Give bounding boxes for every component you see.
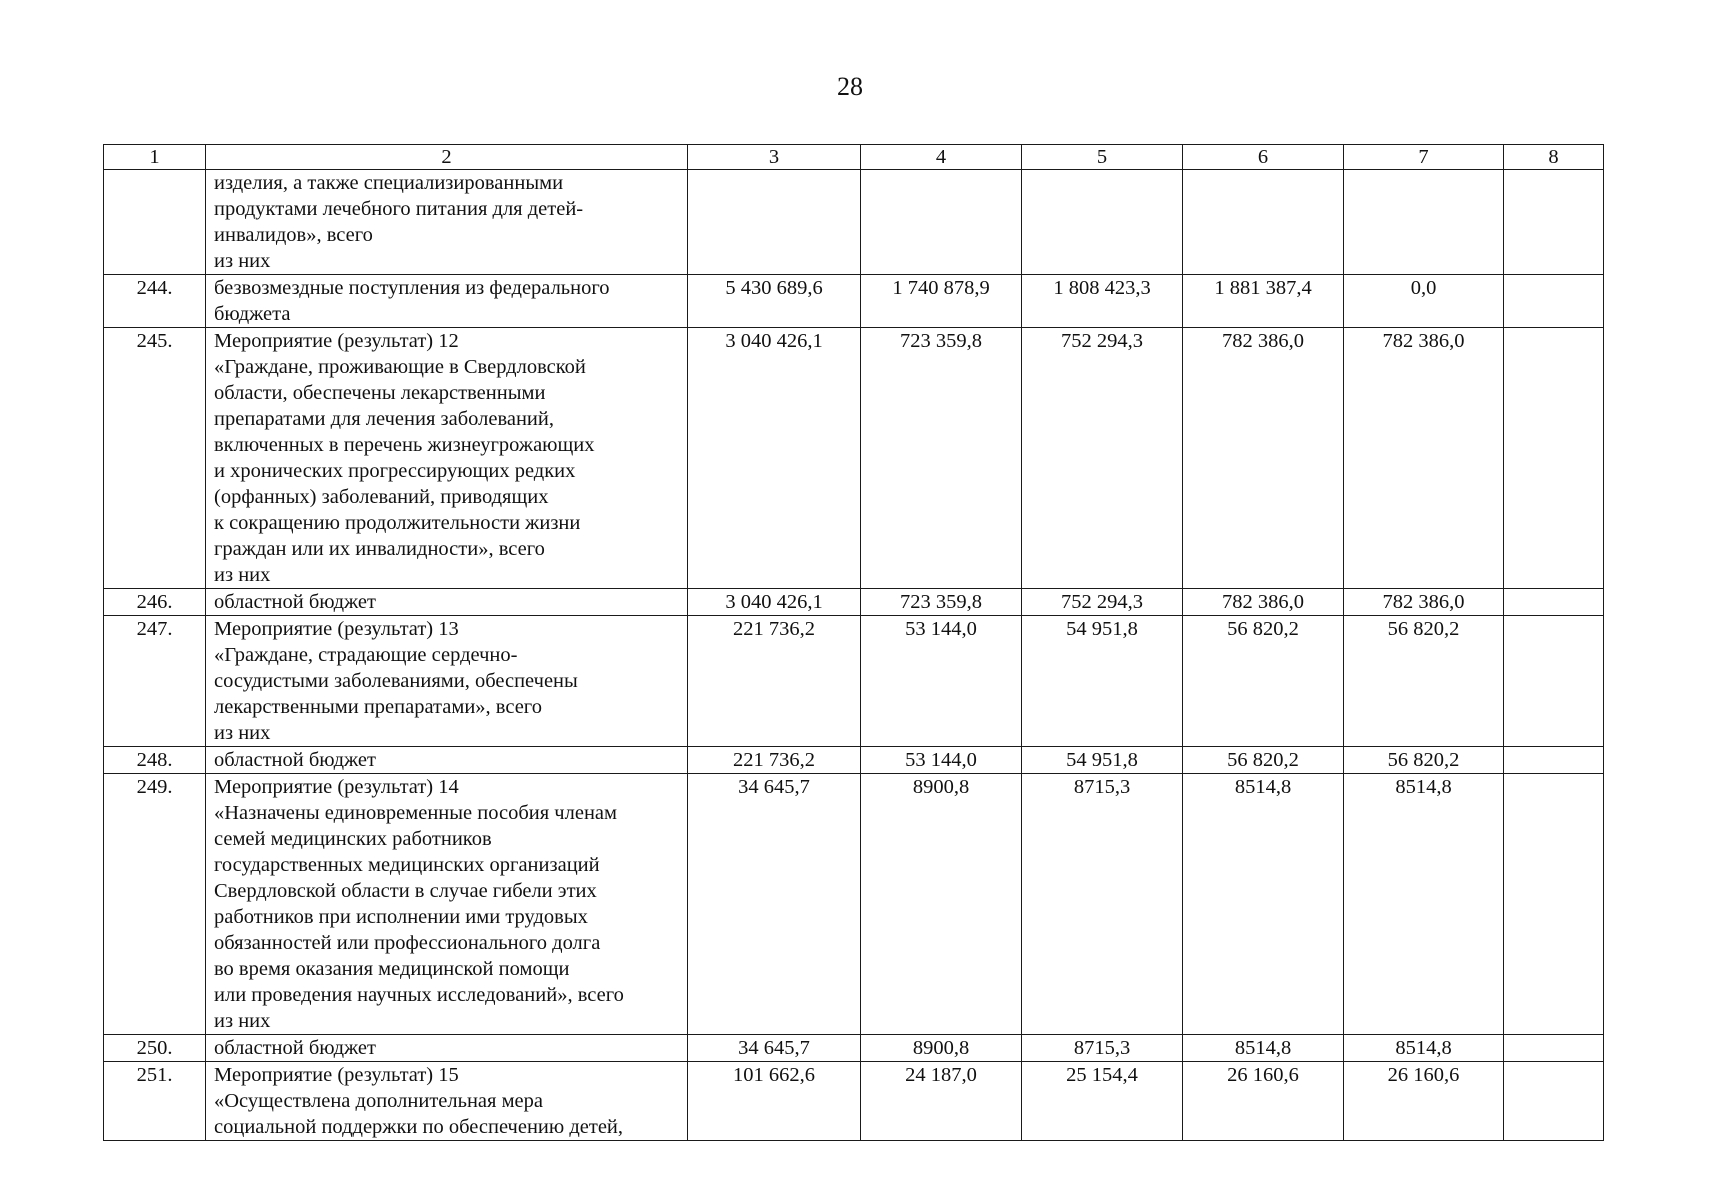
column-header: 2 <box>206 145 688 170</box>
row-description: Мероприятие (результат) 12 «Граждане, проживающие в Свердловской области, обеспечены лекарственными препаратами для лечения заболеваний, включенных в перечень жизнеугрожающих и хронических прогрессирующих редких (орфанных) заболеваний, приводящих к сокращению продолжительности жизни граждан или их инвалидности», всего из них <box>206 328 688 589</box>
value-cell: 752 294,3 <box>1022 589 1183 616</box>
value-cell <box>1504 1035 1604 1062</box>
value-cell <box>688 170 861 275</box>
value-cell: 34 645,7 <box>688 1035 861 1062</box>
value-cell: 3 040 426,1 <box>688 589 861 616</box>
row-description: изделия, а также специализированными продуктами лечебного питания для детей- инвалидов», всего из них <box>206 170 688 275</box>
row-description: областной бюджет <box>206 1035 688 1062</box>
value-cell <box>1504 747 1604 774</box>
value-cell: 221 736,2 <box>688 747 861 774</box>
value-cell: 24 187,0 <box>861 1062 1022 1141</box>
value-cell: 8514,8 <box>1183 774 1344 1035</box>
row-number: 250. <box>104 1035 206 1062</box>
row-description: областной бюджет <box>206 589 688 616</box>
row-description: Мероприятие (результат) 15 «Осуществлена дополнительная мера социальной поддержки по обеспечению детей, <box>206 1062 688 1141</box>
table-row <box>104 616 1604 747</box>
value-cell: 3 040 426,1 <box>688 328 861 589</box>
value-cell <box>1504 1062 1604 1141</box>
value-cell: 1 740 878,9 <box>861 275 1022 328</box>
value-cell <box>1183 170 1344 275</box>
table-row <box>104 170 1604 275</box>
row-number: 245. <box>104 328 206 589</box>
value-cell <box>861 170 1022 275</box>
value-cell <box>1504 275 1604 328</box>
value-cell: 8514,8 <box>1344 1035 1504 1062</box>
value-cell <box>1504 616 1604 747</box>
row-number: 246. <box>104 589 206 616</box>
value-cell: 1 808 423,3 <box>1022 275 1183 328</box>
value-cell: 1 881 387,4 <box>1183 275 1344 328</box>
value-cell: 782 386,0 <box>1344 328 1504 589</box>
value-cell: 8514,8 <box>1344 774 1504 1035</box>
table-row <box>104 1035 1604 1062</box>
column-header: 7 <box>1344 145 1504 170</box>
column-header: 1 <box>104 145 206 170</box>
value-cell: 26 160,6 <box>1183 1062 1344 1141</box>
column-header: 3 <box>688 145 861 170</box>
value-cell: 723 359,8 <box>861 589 1022 616</box>
row-description: Мероприятие (результат) 13 «Граждане, страдающие сердечно- сосудистыми заболеваниями, обеспечены лекарственными препаратами», всего из них <box>206 616 688 747</box>
value-cell: 26 160,6 <box>1344 1062 1504 1141</box>
column-header: 6 <box>1183 145 1344 170</box>
table-row <box>104 774 1604 1035</box>
value-cell <box>1504 589 1604 616</box>
row-description: областной бюджет <box>206 747 688 774</box>
row-number: 249. <box>104 774 206 1035</box>
table-row <box>104 328 1604 589</box>
value-cell: 5 430 689,6 <box>688 275 861 328</box>
value-cell: 8900,8 <box>861 1035 1022 1062</box>
value-cell: 54 951,8 <box>1022 747 1183 774</box>
value-cell: 54 951,8 <box>1022 616 1183 747</box>
value-cell <box>1504 774 1604 1035</box>
value-cell <box>1344 170 1504 275</box>
value-cell: 56 820,2 <box>1344 747 1504 774</box>
column-header: 5 <box>1022 145 1183 170</box>
row-number <box>104 170 206 275</box>
value-cell: 221 736,2 <box>688 616 861 747</box>
value-cell: 56 820,2 <box>1183 747 1344 774</box>
value-cell: 723 359,8 <box>861 328 1022 589</box>
table-row <box>104 275 1604 328</box>
value-cell: 752 294,3 <box>1022 328 1183 589</box>
column-header: 8 <box>1504 145 1604 170</box>
value-cell: 56 820,2 <box>1183 616 1344 747</box>
value-cell <box>1022 170 1183 275</box>
value-cell: 56 820,2 <box>1344 616 1504 747</box>
value-cell: 101 662,6 <box>688 1062 861 1141</box>
value-cell: 34 645,7 <box>688 774 861 1035</box>
row-number: 251. <box>104 1062 206 1141</box>
row-number: 248. <box>104 747 206 774</box>
page-number: 28 <box>837 72 863 101</box>
table-row <box>104 1062 1604 1141</box>
value-cell: 0,0 <box>1344 275 1504 328</box>
table-header-row <box>104 145 1604 170</box>
budget-table <box>103 144 1604 1141</box>
value-cell <box>1504 170 1604 275</box>
row-description: Мероприятие (результат) 14 «Назначены единовременные пособия членам семей медицинских работников государственных медицинских организаций Свердловской области в случае гибели этих работников при исполнении ими трудовых обязанностей или профессионального долга во время оказания медицинской помощи или проведения научных исследований», всего из них <box>206 774 688 1035</box>
value-cell: 8715,3 <box>1022 1035 1183 1062</box>
value-cell: 8715,3 <box>1022 774 1183 1035</box>
value-cell: 53 144,0 <box>861 747 1022 774</box>
row-number: 247. <box>104 616 206 747</box>
value-cell: 8900,8 <box>861 774 1022 1035</box>
column-header: 4 <box>861 145 1022 170</box>
value-cell <box>1504 328 1604 589</box>
value-cell: 782 386,0 <box>1344 589 1504 616</box>
value-cell: 782 386,0 <box>1183 589 1344 616</box>
row-number: 244. <box>104 275 206 328</box>
value-cell: 53 144,0 <box>861 616 1022 747</box>
table-row <box>104 747 1604 774</box>
value-cell: 8514,8 <box>1183 1035 1344 1062</box>
value-cell: 25 154,4 <box>1022 1062 1183 1141</box>
row-description: безвозмездные поступления из федерального бюджета <box>206 275 688 328</box>
value-cell: 782 386,0 <box>1183 328 1344 589</box>
table-row <box>104 589 1604 616</box>
